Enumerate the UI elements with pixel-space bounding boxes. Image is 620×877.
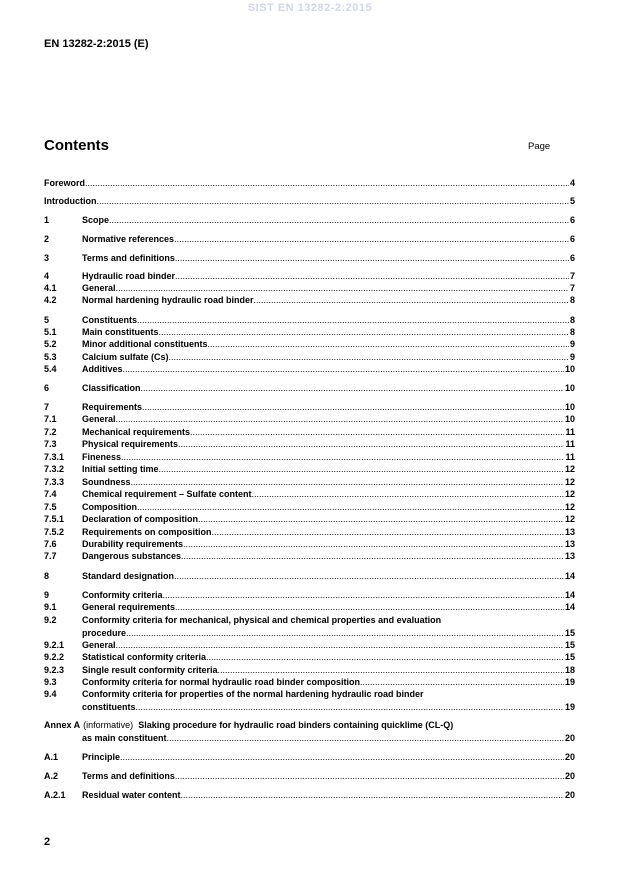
toc-entry[interactable]: 3 Terms and definitions ..... 6 <box>44 252 575 265</box>
toc-entry[interactable]: 8 Standard designation ..... 14 <box>44 570 575 583</box>
toc-entry[interactable]: 6 Classification ..... 10 <box>44 382 575 395</box>
toc-entry[interactable]: 9.4 Conformity criteria for properties of the normal hardening hydraulic road binder <box>44 689 424 699</box>
toc-entry[interactable]: 5.1 Main constituents ..... 8 <box>44 326 575 339</box>
toc-entry-continuation[interactable]: constituents ..... 19 <box>44 701 575 714</box>
toc-entry[interactable]: 4.2 Normal hardening hydraulic road binder ..... 8 <box>44 294 575 307</box>
toc-entry[interactable]: 7.5 Composition ..... 12 <box>44 501 575 514</box>
toc-entry[interactable]: 7.3.1 Fineness ..... 11 <box>44 451 575 464</box>
toc-entry[interactable]: 7 Requirements ..... 10 <box>44 401 575 414</box>
toc-entry[interactable]: 4 Hydraulic road binder ..... 7 <box>44 270 575 283</box>
toc-entry[interactable]: 9.2.1 General ..... 15 <box>44 639 575 652</box>
toc-entry[interactable]: 7.3.2 Initial setting time ..... 12 <box>44 463 575 476</box>
toc-entry-continuation[interactable]: procedure ..... 15 <box>44 627 575 640</box>
toc-entry[interactable]: 7.1 General ..... 10 <box>44 413 575 426</box>
toc-entry[interactable]: 7.7 Dangerous substances ..... 13 <box>44 550 575 563</box>
toc-entry[interactable]: 9.2.3 Single result conformity criteria ..... 18 <box>44 664 575 677</box>
contents-title: Contents <box>44 137 109 154</box>
toc-entry[interactable]: Introduction ..... 5 <box>44 195 575 208</box>
toc-entry[interactable]: 5.4 Additives ..... 10 <box>44 363 575 376</box>
toc-entry[interactable]: 5 Constituents ..... 8 <box>44 314 575 327</box>
toc-entry[interactable]: 7.3.3 Soundness ..... 12 <box>44 476 575 489</box>
toc-entry-continuation[interactable]: as main constituent ..... 20 <box>44 732 575 745</box>
toc-entry[interactable]: 7.5.1 Declaration of composition ..... 12 <box>44 513 575 526</box>
page-column-label: Page <box>528 141 551 152</box>
toc-entry[interactable]: A.1 Principle ..... 20 <box>44 751 575 764</box>
toc-entry[interactable]: 9 Conformity criteria ..... 14 <box>44 589 575 602</box>
toc-entry[interactable]: 9.3 Conformity criteria for normal hydraulic road binder composition ..... 19 <box>44 676 575 689</box>
toc-entry[interactable]: 7.3 Physical requirements ..... 11 <box>44 438 575 451</box>
toc-entry[interactable]: 9.2 Conformity criteria for mechanical, physical and chemical properties and evaluation <box>44 615 442 625</box>
toc-entry[interactable]: 1 Scope ..... 6 <box>44 214 575 227</box>
toc-entry[interactable]: A.2.1 Residual water content ..... 20 <box>44 789 575 802</box>
document-id: EN 13282-2:2015 (E) <box>44 38 149 50</box>
toc-entry[interactable]: Foreword ..... 4 <box>44 177 575 190</box>
toc-entry[interactable]: A.2 Terms and definitions ..... 20 <box>44 770 575 783</box>
toc-entry-annex[interactable]: Annex A (informative) Slaking procedure for hydraulic road binders containing quicklime (CL-Q) <box>44 720 454 730</box>
toc-entry[interactable]: 9.2.2 Statistical conformity criteria ..... 15 <box>44 651 575 664</box>
toc-entry[interactable]: 2 Normative references ..... 6 <box>44 233 575 246</box>
watermark: SIST EN 13282-2:2015 <box>247 2 373 14</box>
toc-entry[interactable]: 7.6 Durability requirements ..... 13 <box>44 538 575 551</box>
page-number: 2 <box>44 836 51 848</box>
toc-entry[interactable]: 5.3 Calcium sulfate (Cs) ..... 9 <box>44 351 575 364</box>
toc-entry[interactable]: 7.4 Chemical requirement – Sulfate content ..... 12 <box>44 488 575 501</box>
toc-entry[interactable]: 5.2 Minor additional constituents ..... 9 <box>44 338 575 351</box>
toc-entry[interactable]: 7.5.2 Requirements on composition ..... 13 <box>44 526 575 539</box>
toc-entry[interactable]: 7.2 Mechanical requirements ..... 11 <box>44 426 575 439</box>
toc-entry[interactable]: 9.1 General requirements ..... 14 <box>44 601 575 614</box>
toc-entry[interactable]: 4.1 General ..... 7 <box>44 282 575 295</box>
